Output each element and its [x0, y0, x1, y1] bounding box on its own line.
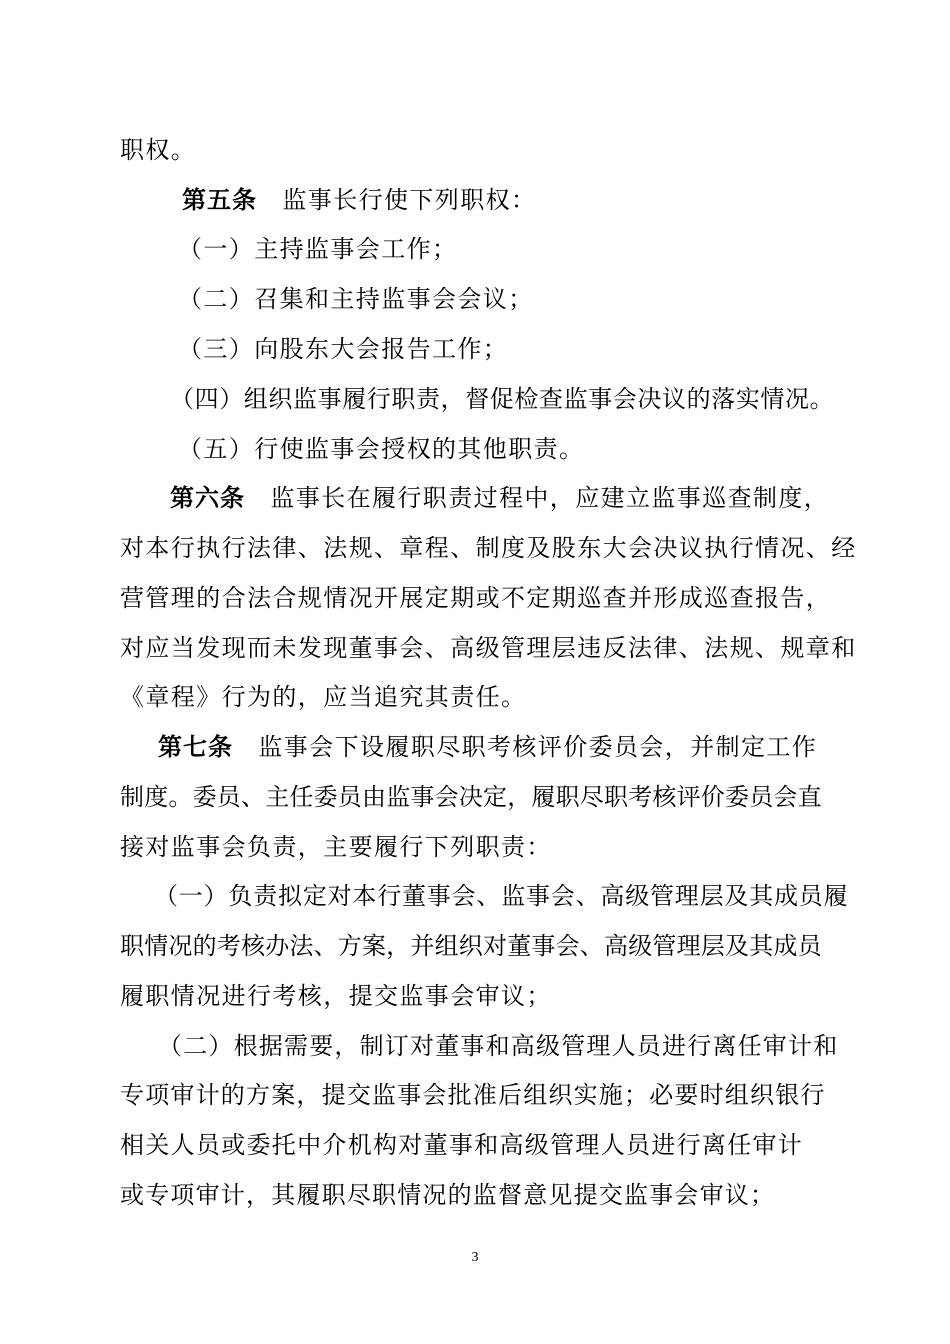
line-text: 职权。	[120, 136, 197, 164]
text-line	[120, 921, 950, 971]
line-text: 监事长行使下列职权：	[257, 186, 537, 214]
article-number: 第五条	[182, 185, 257, 214]
text-line	[120, 971, 950, 1021]
line-text: （二）根据需要，制订对董事和高级管理人员进行离任审计和	[158, 1032, 839, 1060]
line-text: （五）行使监事会授权的其他职责。	[178, 435, 585, 463]
line-text: （一）负责拟定对本行董事会、监事会、高级管理层及其成员履	[154, 882, 849, 910]
text-line	[120, 623, 950, 673]
line-text: 接对监事会负责，主要履行下列职责：	[120, 833, 552, 861]
text-line	[170, 374, 950, 424]
text-line	[120, 125, 950, 175]
page-number: 3	[471, 1250, 479, 1265]
article-number: 第六条	[170, 483, 245, 512]
text-line	[178, 224, 950, 274]
text-line	[120, 1170, 950, 1220]
text-line	[154, 871, 950, 921]
line-text: 制度。委员、主任委员由监事会决定，履职尽职考核评价委员会直	[120, 783, 822, 811]
article-number: 第七条	[158, 732, 233, 761]
line-text: 监事长在履行职责过程中，应建立监事巡查制度，	[245, 484, 830, 512]
text-line	[158, 1021, 950, 1071]
line-text: 职情况的考核办法、方案，并组织对董事会、高级管理层及其成员	[120, 932, 822, 960]
article-heading-line	[182, 175, 950, 225]
line-text: 《章程》行为的，应当追究其责任。	[120, 683, 527, 711]
article-heading-line	[170, 473, 950, 523]
text-line	[120, 573, 950, 623]
text-line	[120, 1070, 950, 1120]
text-line	[178, 274, 950, 324]
text-line	[120, 672, 950, 722]
line-text: 监事会下设履职尽职考核评价委员会，并制定工作	[233, 733, 818, 761]
line-text: （四）组织监事履行职责，督促检查监事会决议的落实情况。	[170, 385, 835, 413]
line-text: 履职情况进行考核，提交监事会审议；	[120, 982, 552, 1010]
article-heading-line	[158, 722, 950, 772]
line-text: 对应当发现而未发现董事会、高级管理层违反法律、法规、规章和	[120, 634, 857, 662]
text-line	[178, 324, 950, 374]
line-text: 或专项审计，其履职尽职情况的监督意见提交监事会审议；	[120, 1181, 776, 1209]
line-text: 相关人员或委托中介机构对董事和高级管理人员进行离任审计	[120, 1131, 804, 1159]
line-text: 专项审计的方案，提交监事会批准后组织实施；必要时组织银行	[120, 1081, 826, 1109]
text-line	[120, 523, 950, 573]
line-text: （一）主持监事会工作；	[178, 235, 458, 263]
text-line	[120, 772, 950, 822]
text-line	[120, 822, 950, 872]
text-line	[120, 1120, 950, 1170]
line-text: 对本行执行法律、法规、章程、制度及股东大会决议执行情况、经	[120, 534, 857, 562]
line-text: （二）召集和主持监事会会议；	[178, 285, 534, 313]
line-text: 营管理的合法合规情况开展定期或不定期巡查并形成巡查报告，	[120, 584, 832, 612]
line-text: （三）向股东大会报告工作；	[178, 335, 509, 363]
text-line	[178, 424, 950, 474]
